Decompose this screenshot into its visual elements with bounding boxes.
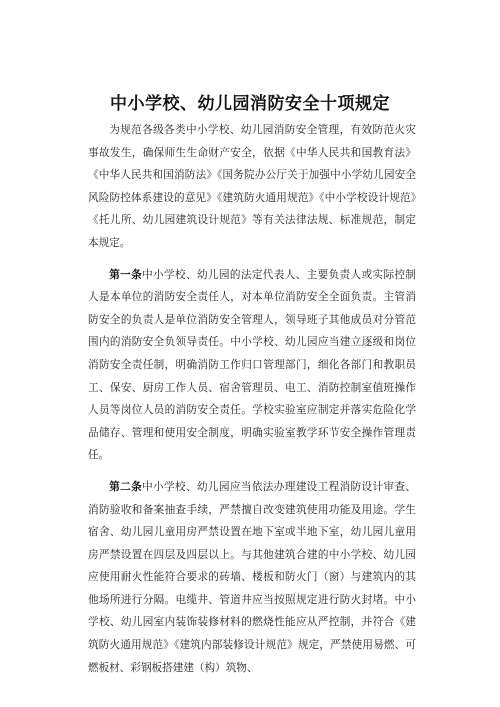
article-1-paragraph (88, 264, 416, 467)
article-2-label: 第二条 (109, 480, 143, 493)
article-2-text: 中小学校、幼儿园应当依法办理建设工程消防设计审查、消防验收和备案抽查手续，严禁擅自改变建筑使用功能及用途。学生宿舍、幼儿园儿童用房严禁设置在地下室或半地下室，幼儿园儿童用房严禁设置在四层及四层以上。与其他建筑合建的中小学校、幼儿园应使用耐火性能符合要求的砖墙、楼板和防火门（窗）与建筑内的其他场所进行分隔。电缆井、管道井应当按照规定进行防火封堵。中小学校、幼儿园室内装饰装修材料的燃烧性能应从严控制，并符合《建筑防火通用规范》《建筑内部装修设计规范》规定，严禁使用易燃、可燃板材、彩钢板搭建建（构）筑物、 (88, 480, 417, 674)
article-1-label: 第一条 (109, 268, 143, 281)
article-1-text: 中小学校、幼儿园的法定代表人、主要负责人或实际控制人是本单位的消防安全责任人，对本单位消防安全全面负责。主管消防安全的负责人是单位消防安全管理人，领导班子其他成员对分管范围内的消防安全负领导责任。中小学校、幼儿园应当建立逐级和岗位消防安全责任制，明确消防工作归口管理部门，细化各部门和教职员工、保安、厨房工作人员、宿舍管理员、电工、消防控制室值班操作人员等岗位人员的消防安全责任。学校实验室应制定并落实危险化学品储存、管理和使用安全制度，明确实验室教学环节安全操作管理责任。 (88, 268, 417, 462)
document-title: 中小学校、幼儿园消防安全十项规定 (110, 94, 390, 114)
document-body (88, 119, 416, 688)
article-2-paragraph (88, 476, 416, 679)
intro-paragraph: 为规范各级各类中小学校、幼儿园消防安全管理，有效防范火灾事故发生，确保师生生命财产安全，依据《中华人民共和国教育法》《中华人民共和国消防法》《国务院办公厅关于加强中小学幼儿园安全风险防控体系建设的意见》《建筑防火通用规范》《中小学校设计规范》《托儿所、幼儿园建筑设计规范》等有关法律法规、标准规范，制定本规定。 (88, 124, 416, 249)
